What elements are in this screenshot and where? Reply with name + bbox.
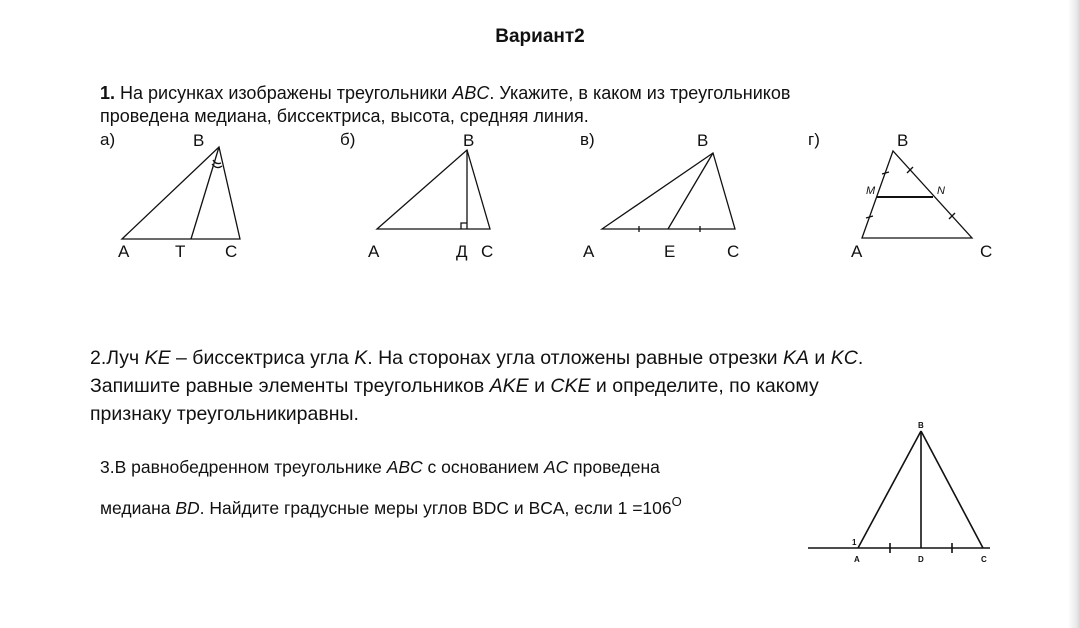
figure-c-label: в) [580,130,595,149]
task3-ac: AC [543,457,569,477]
fig3-vertex-b: B [918,421,924,430]
side-bc [921,431,983,548]
c-vertex-b: B [697,131,709,150]
task2-prefix: 2.Луч [90,347,145,369]
figure-d-label: г) [808,130,820,149]
figure-c [602,153,735,232]
d-vertex-c: С [980,242,993,261]
task2-l2-b: и [528,375,551,397]
task2-ke: KE [144,347,171,369]
task3-line1 [100,456,660,478]
c-vertex-a: А [583,242,595,261]
d-point-m: M [866,185,876,197]
task3-abc: ABC [386,457,423,477]
task3-bd: BD [175,498,200,518]
b-vertex-d: Д [456,242,468,261]
task3-l1-b: с основанием [422,457,544,477]
d-vertex-b: B [897,131,909,150]
median-be [668,153,713,229]
c-vertex-e: Е [664,242,676,261]
d-point-n: N [937,185,945,197]
degree-symbol: O [671,494,682,509]
task2-t2: . На сторонах угла отложены равные отрезки [367,347,783,369]
a-vertex-c: C [225,242,238,261]
right-angle-mark [461,223,467,229]
page-title: Вариант2 [495,26,585,47]
d-vertex-a: А [851,242,863,261]
task2-t4: . [857,347,864,369]
figure-a [122,147,240,239]
fig3-vertex-c: C [981,555,987,564]
task2-t1: – биссектриса угла [170,347,355,369]
task2-kc: KC [830,347,858,369]
triangle-d [862,151,972,238]
task1-line2: проведена медиана, биссектриса, высота, средняя линия. [100,106,589,126]
task2-line1 [90,344,863,372]
triangle-a [122,147,240,239]
task2-line2 [90,372,819,400]
task3-l1-a: 3.В равнобедренном треугольнике [100,457,387,477]
task3-l2-b: . Найдите градусные меры углов BDC и BCA, если 1 =106 [199,498,672,518]
b-vertex-a: А [368,242,380,261]
fig3-vertex-d: D [918,555,924,564]
triangle-c [602,153,735,229]
c-vertex-c: С [727,242,740,261]
a-vertex-b: B [193,131,205,150]
figure-3 [808,431,990,553]
task1-number: 1. [100,83,116,103]
task2-l2-a: Запишите равные элементы треугольников [90,375,490,397]
figure-b [377,150,490,229]
a-vertex-a: A [118,242,130,261]
fig3-angle-1: 1 [852,538,857,547]
side-ab [858,431,921,548]
figure-a-label: а) [100,130,116,149]
task3-l1-c: проведена [568,457,660,477]
page-edge-shadow [1068,0,1080,628]
fig3-vertex-a: A [854,555,860,564]
task2-ake: AKE [489,375,529,397]
task2-ka: KA [783,347,810,369]
task2-line3: признаку треугольникиравны. [90,403,359,425]
b-vertex-c: С [481,242,494,261]
figure-d [862,151,972,238]
task1-text-a: На рисунках изображены треугольники [115,83,453,103]
a-vertex-t: T [175,242,186,261]
triangle-b [377,150,490,229]
task2-l2-c: и определите, по какому [590,375,819,397]
task2-cke: CKE [550,375,591,397]
task2-t3: и [809,347,831,369]
task3-line2 [100,491,682,519]
b-vertex-b: B [463,131,475,150]
figure-b-label: б) [340,130,356,149]
task1-text-b: . Укажите, в каком из треугольников [489,83,791,103]
task2-k: K [354,347,368,369]
task1-abc: ABC [452,83,490,103]
task3-l2-a: медиана [100,498,176,518]
